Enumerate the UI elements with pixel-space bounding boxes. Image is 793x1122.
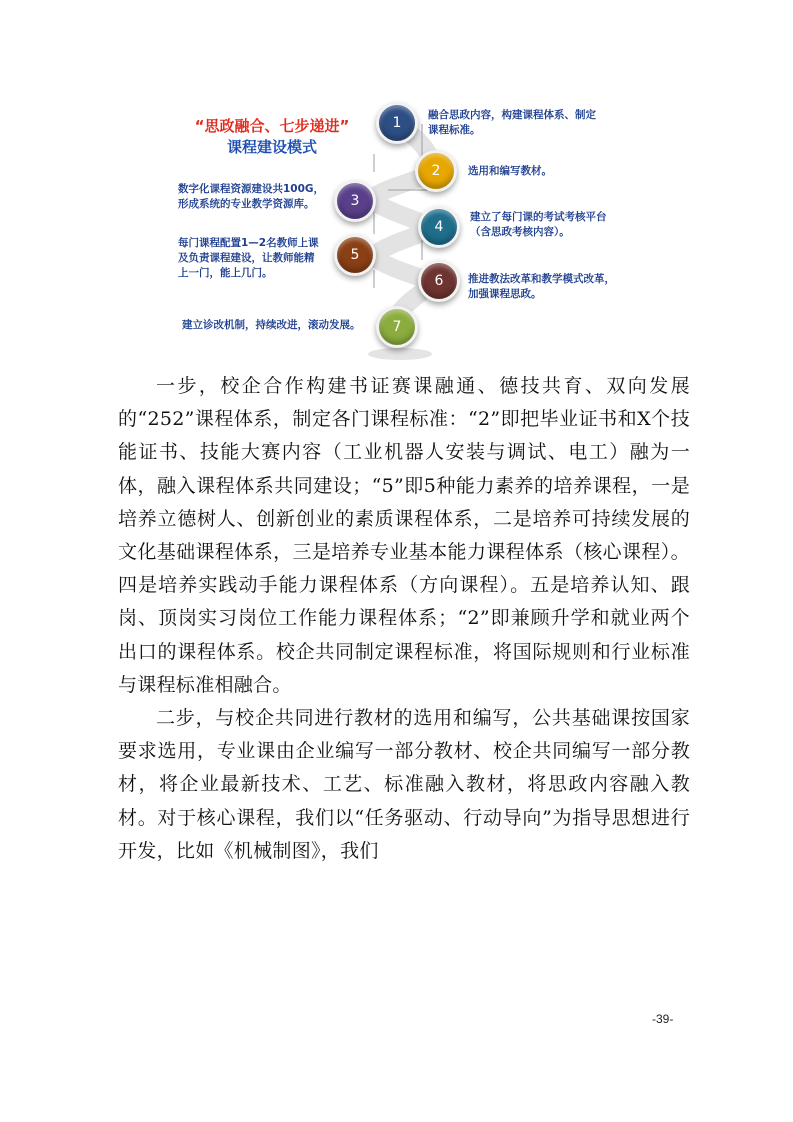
step-3-circle: 3 — [334, 180, 376, 222]
body-text — [118, 370, 690, 868]
step-7-circle: 7 — [376, 306, 418, 348]
step-3-text: 数字化课程资源建设共100G， 形成系统的专业教学资源库。 — [178, 183, 325, 210]
step-5-text: 每门课程配置1—2名教师上课 及负责课程建设，让教师能精 上一门，能上几门。 — [178, 237, 319, 279]
step-1-text: 融合思政内容，构建课程体系、制定 课程标准。 — [428, 109, 596, 136]
paragraph-step-two: 二步，与校企共同进行教材的选用和编写，公共基础课按国家要求选用，专业课由企业编写一部分教材、校企共同编写一部分教材，将企业最新技术、工艺、标准融入教材，将思政内容融入教材。对于核心课程，我们以“任务驱动、行动导向”为指导思想进行开发，比如《机械制图》，我们 — [118, 707, 690, 862]
diagram-title — [172, 116, 372, 158]
step-6-text: 推进教法改革和教学模式改革， 加强课程思政。 — [468, 273, 615, 300]
page-number: -39- — [652, 1012, 674, 1026]
step-2-circle: 2 — [415, 150, 457, 192]
step-4-circle: 4 — [418, 206, 460, 248]
diagram-title-line1: “思政融合、七步递进” — [194, 117, 350, 135]
step-1-circle: 1 — [376, 102, 418, 144]
step-4-text: 建立了每门课的考试考核平台 （含思政考核内容）。 — [470, 211, 607, 238]
step-2-text: 选用和编写教材。 — [468, 165, 552, 177]
paragraph-step-one: 一步，校企合作构建书证赛课融通、德技共育、双向发展的“252”课程体系，制定各门课程标准：“2”即把毕业证书和X个技能证书、技能大赛内容（工业机器人安装与调试、电工）融为一体，融入课程体系共同建设；“5”即5种能力素养的培养课程，一是培养立德树人、创新创业的素质课程体系，二是培养可持续发展的文化基础课程体系，三是培养专业基本能力课程体系（核心课程）。四是培养实践动手能力课程体系（方向课程）。五是培养认知、跟岗、顶岗实习岗位工作能力课程体系；“2”即兼顾升学和就业两个出口的课程体系。校企共同制定课程标准，将国际规则和行业标准与课程标准相融合。 — [118, 375, 690, 696]
diagram-title-line2: 课程建设模式 — [226, 138, 317, 156]
step-5-circle: 5 — [334, 234, 376, 276]
step-6-circle: 6 — [418, 260, 460, 302]
step-7-text: 建立诊改机制，持续改进，滚动发展。 — [182, 319, 361, 331]
course-model-diagram — [160, 88, 640, 368]
